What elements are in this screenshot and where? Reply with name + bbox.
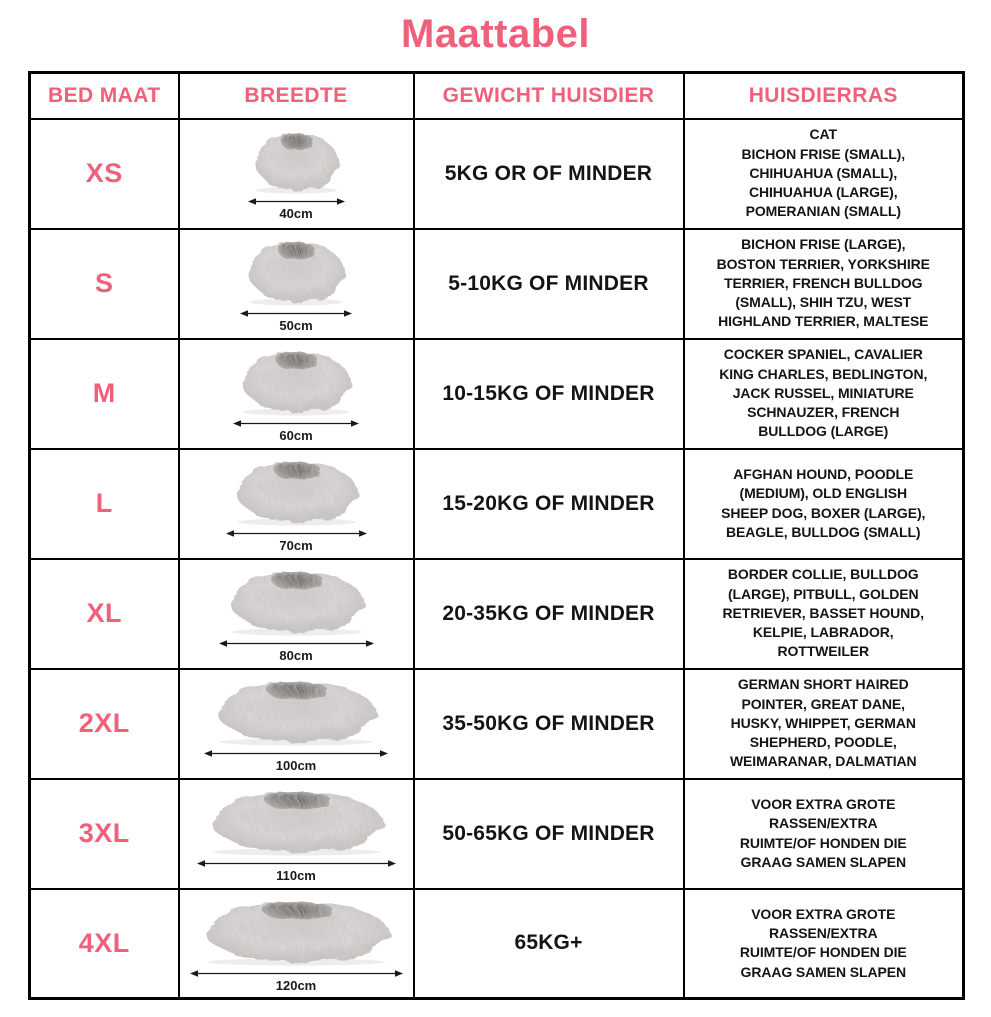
pet-weight-cell <box>414 449 684 559</box>
double-arrow-icon <box>219 639 374 648</box>
pet-weight-label: 5KG OR OF MINDER <box>444 161 653 185</box>
bed-size-label: L <box>95 488 113 518</box>
breed-line: GERMAN SHORT HAIRED <box>737 676 909 693</box>
page-title: Maattabel <box>401 12 590 56</box>
breed-line: RUIMTE/OF HONDEN DIE <box>739 834 907 851</box>
width-value-label: 40cm <box>279 206 313 222</box>
breed-line: WEIMARANAR, DALMATIAN <box>729 753 917 770</box>
pet-weight-cell <box>414 779 684 889</box>
bed-image <box>197 783 396 857</box>
breed-line: HUSKY, WHIPPET, GERMAN <box>730 714 916 731</box>
bed-width-cell <box>179 119 414 229</box>
table-row <box>30 119 964 229</box>
double-arrow-icon <box>226 529 367 538</box>
bed-size-cell <box>30 889 179 999</box>
pet-weight-label: 65KG+ <box>514 931 583 955</box>
bed-size-label: S <box>94 268 114 298</box>
bed-photo <box>190 893 403 967</box>
breed-line: (SMALL), SHIH TZU, WEST <box>735 294 912 311</box>
column-header-bed-maat: BED MAAT <box>30 73 179 119</box>
bed-size-cell <box>30 119 179 229</box>
breed-line: KELPIE, LABRADOR, <box>752 624 894 641</box>
breed-line: ROTTWEILER <box>777 643 870 660</box>
breed-line: (LARGE), PITBULL, GOLDEN <box>728 585 919 602</box>
width-arrow <box>233 419 359 428</box>
breed-line: SCHNAUZER, FRENCH <box>747 404 900 421</box>
bed-width-cell <box>179 669 414 779</box>
table-row <box>30 779 964 889</box>
breed-line: BORDER COLLIE, BULLDOG <box>727 566 919 583</box>
breed-line: VOOR EXTRA GROTE <box>751 795 896 812</box>
bed-size-cell <box>30 339 179 449</box>
bed-size-cell <box>30 449 179 559</box>
table-row <box>30 449 964 559</box>
double-arrow-icon <box>204 749 388 758</box>
breed-line: GRAAG SAMEN SLAPEN <box>740 963 906 980</box>
bed-image <box>240 233 352 307</box>
bed-size-cell <box>30 229 179 339</box>
bed-width-cell <box>179 449 414 559</box>
pet-weight-label: 5-10KG OF MINDER <box>448 271 649 295</box>
pet-breeds-cell <box>684 119 964 229</box>
table-row <box>30 669 964 779</box>
table-row <box>30 229 964 339</box>
pet-weight-label: 15-20KG OF MINDER <box>442 491 655 515</box>
breed-line: BOSTON TERRIER, YORKSHIRE <box>716 255 930 272</box>
breed-line: AFGHAN HOUND, POODLE <box>733 465 914 482</box>
breed-line: RETRIEVER, BASSET HOUND, <box>722 604 924 621</box>
breed-line: (MEDIUM), OLD ENGLISH <box>739 485 907 502</box>
width-arrow <box>226 529 367 538</box>
pet-breeds-cell <box>684 229 964 339</box>
breed-line: POMERANIAN (SMALL) <box>745 203 901 220</box>
bed-size-label: 3XL <box>78 818 130 848</box>
width-value-label: 100cm <box>275 758 317 774</box>
breed-line: KING CHARLES, BEDLINGTON, <box>719 365 928 382</box>
pet-weight-label: 20-35KG OF MINDER <box>442 601 655 625</box>
bed-width-cell <box>179 559 414 669</box>
breed-line: VOOR EXTRA GROTE <box>751 905 896 922</box>
width-arrow <box>190 969 403 978</box>
double-arrow-icon <box>190 969 403 978</box>
breed-line: JACK RUSSEL, MINIATURE <box>732 384 914 401</box>
width-arrow <box>197 859 396 868</box>
bed-width-cell <box>179 229 414 339</box>
bed-size-cell <box>30 559 179 669</box>
pet-breeds-cell <box>684 889 964 999</box>
width-value-label: 120cm <box>275 978 317 994</box>
bed-photo <box>204 673 388 747</box>
bed-image <box>248 125 345 195</box>
breed-line: BEAGLE, BULLDOG (SMALL) <box>726 523 921 540</box>
bed-photo <box>226 453 367 527</box>
breed-line: RUIMTE/OF HONDEN DIE <box>739 944 907 961</box>
bed-size-label: 2XL <box>78 708 130 738</box>
pet-weight-label: 50-65KG OF MINDER <box>442 821 655 845</box>
pet-weight-label: 35-50KG OF MINDER <box>442 711 655 735</box>
breed-line: CAT <box>809 126 837 143</box>
bed-width-cell <box>179 889 414 999</box>
pet-breeds-cell <box>684 779 964 889</box>
width-arrow <box>204 749 388 758</box>
column-header-breedte: BREEDTE <box>179 73 414 119</box>
table-row <box>30 339 964 449</box>
pet-weight-label: 10-15KG OF MINDER <box>442 381 655 405</box>
bed-image <box>190 893 403 967</box>
breed-line: CHIHUAHUA (LARGE), <box>748 184 898 201</box>
column-header-gewicht-huisdier: GEWICHT HUISDIER <box>414 73 684 119</box>
bed-size-cell <box>30 669 179 779</box>
pet-weight-cell <box>414 229 684 339</box>
breed-line: COCKER SPANIEL, CAVALIER <box>723 346 923 363</box>
table-row <box>30 889 964 999</box>
bed-image <box>204 673 388 747</box>
bed-photo <box>219 563 374 637</box>
width-value-label: 50cm <box>279 318 313 334</box>
double-arrow-icon <box>233 419 359 428</box>
breed-line: HIGHLAND TERRIER, MALTESE <box>718 313 929 330</box>
bed-image <box>219 563 374 637</box>
width-value-label: 80cm <box>279 648 313 664</box>
bed-size-label: M <box>92 378 116 408</box>
bed-width-cell <box>179 779 414 889</box>
breed-line: RASSEN/EXTRA <box>769 924 878 941</box>
pet-breeds-cell <box>684 669 964 779</box>
pet-breeds-cell <box>684 339 964 449</box>
breed-line: TERRIER, FRENCH BULLDOG <box>724 274 923 291</box>
breed-line: GRAAG SAMEN SLAPEN <box>740 853 906 870</box>
width-value-label: 60cm <box>279 428 313 444</box>
width-value-label: 110cm <box>276 868 316 884</box>
bed-photo <box>240 233 352 307</box>
bed-size-label: XL <box>86 598 122 628</box>
bed-image <box>226 453 367 527</box>
breed-line: SHEEP DOG, BOXER (LARGE), <box>721 504 926 521</box>
pet-weight-cell <box>414 559 684 669</box>
bed-photo <box>233 343 359 417</box>
table-row <box>30 559 964 669</box>
header-row <box>30 73 964 119</box>
bed-size-label: 4XL <box>78 927 130 958</box>
width-arrow <box>219 639 374 648</box>
bed-photo <box>197 783 396 857</box>
breed-line: POINTER, GREAT DANE, <box>741 695 905 712</box>
size-table <box>28 71 965 1000</box>
double-arrow-icon <box>197 859 396 868</box>
width-arrow <box>248 197 345 206</box>
column-header-huisdierras: HUISDIERRAS <box>684 73 964 119</box>
bed-size-cell <box>30 779 179 889</box>
bed-photo <box>248 125 345 195</box>
pet-weight-cell <box>414 119 684 229</box>
double-arrow-icon <box>240 309 352 318</box>
width-value-label: 70cm <box>279 538 313 554</box>
breed-line: CHIHUAHUA (SMALL), <box>749 164 898 181</box>
pet-weight-cell <box>414 339 684 449</box>
pet-weight-cell <box>414 669 684 779</box>
breed-line: BICHON FRISE (SMALL), <box>741 145 906 162</box>
breed-line: BULLDOG (LARGE) <box>758 423 889 440</box>
breed-line: BICHON FRISE (LARGE), <box>741 236 906 253</box>
bed-image <box>233 343 359 417</box>
bed-size-label: XS <box>85 158 123 188</box>
width-arrow <box>240 309 352 318</box>
bed-width-cell <box>179 339 414 449</box>
breed-line: SHEPHERD, POODLE, <box>749 734 897 751</box>
pet-breeds-cell <box>684 449 964 559</box>
pet-weight-cell <box>414 889 684 999</box>
double-arrow-icon <box>248 197 345 206</box>
breed-line: RASSEN/EXTRA <box>769 815 878 832</box>
pet-breeds-cell <box>684 559 964 669</box>
